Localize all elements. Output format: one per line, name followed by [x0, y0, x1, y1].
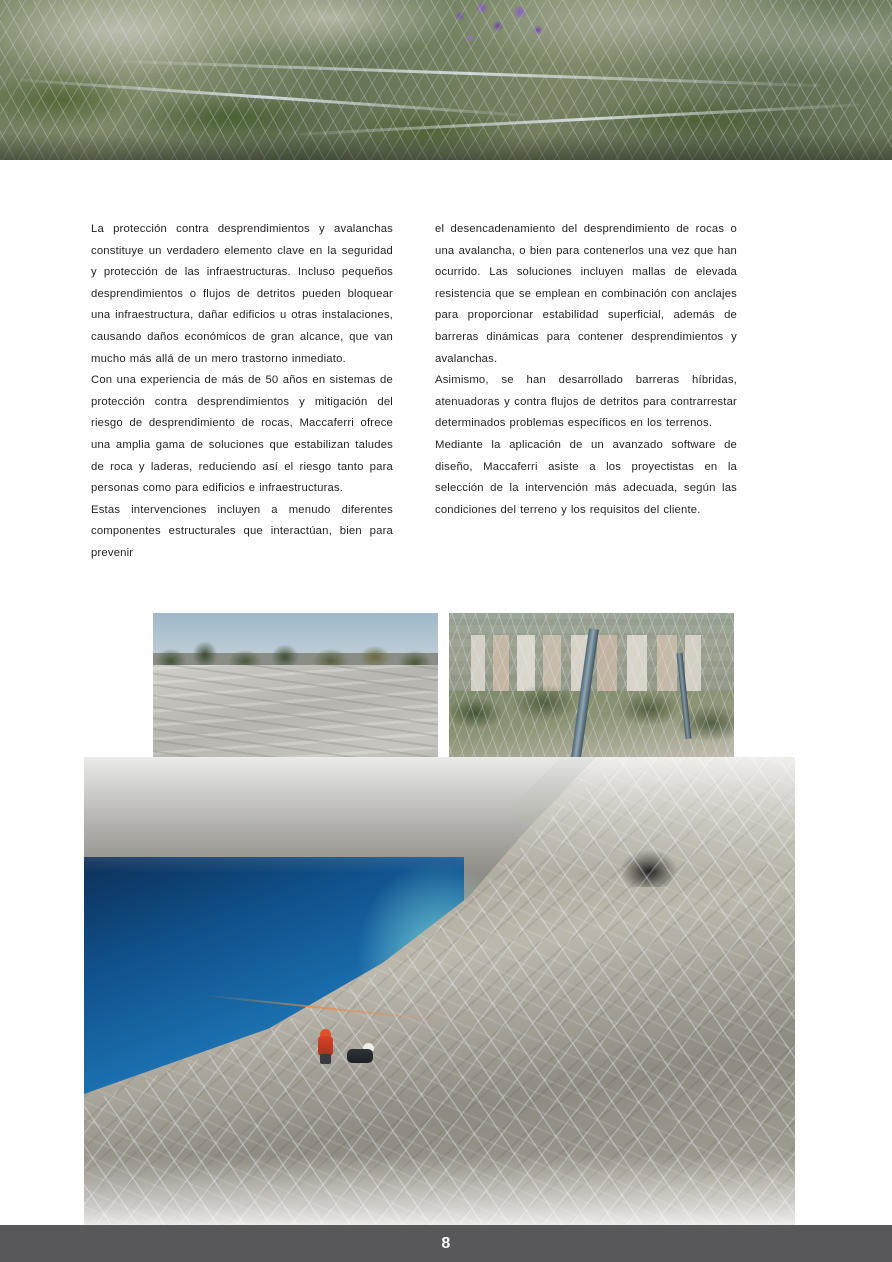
paragraph: Asimismo, se han desarrollado barreras híbridas, atenuadoras y contra flujos de detritos para contrarrestar determinados problemas específicos en los terrenos.: [435, 374, 737, 430]
footer-bar: [0, 1225, 892, 1262]
photo-worker-red: [316, 1029, 336, 1063]
photo-worker-dark: [347, 1043, 375, 1069]
two-column-layout: [91, 219, 737, 565]
article-body: [91, 219, 737, 565]
paragraph: Con una experiencia de más de 50 años en sistemas de protección contra desprendimientos y mitigación del riesgo de desprendimiento de rocas, Maccaferri ofrece una amplia gama de soluciones que estabilizan taludes de roca y laderas, reduciendo así el riesgo tanto para personas como para edificios e infraestructuras.: [91, 374, 393, 495]
left-text-column: [91, 219, 393, 565]
photo-coastal-cliff-works: [84, 757, 795, 1225]
paragraph: La protección contra desprendimientos y avalanchas constituye un verdadero elemento clave en la seguridad y protección de las infraestructuras. Incluso pequeños desprendimientos o flujos de detritos pueden bloquear una infraestructura, dañar edificios u otras instalaciones, causando daños económicos de gran alcance, que van mucho más allá de un mero trastorno inmediato.: [91, 223, 393, 365]
right-text-column: [435, 219, 737, 565]
paragraph: el desencadenamiento del desprendimiento de rocas o una avalancha, o bien para contenerlos una vez que han ocurrido. Las soluciones incluyen mallas de elevada resistencia que se emplean en combinación con anclajes para proporcionar estabilidad superficial, además de barreras dinámicas para contener desprendimientos y avalanchas.: [435, 223, 737, 365]
photo-bottom-fade-overlay: [84, 1155, 795, 1225]
worker-jacket: [318, 1036, 333, 1056]
banner-bottom-shadow: [0, 134, 892, 160]
worker-jacket: [347, 1049, 373, 1063]
header-banner-image: [0, 0, 892, 160]
photo-top-fade-overlay: [84, 757, 795, 873]
paragraph: Mediante la aplicación de un avanzado software de diseño, Maccaferri asiste a los proyectistas en la selección de la intervención más adecuada, según las condiciones del terreno y los requisitos del cliente.: [435, 438, 737, 516]
worker-legs: [320, 1054, 331, 1064]
page-number: 8: [441, 1235, 451, 1252]
paragraph: Estas intervenciones incluyen a menudo diferentes componentes estructurales que interactúan, bien para prevenir: [91, 503, 393, 559]
